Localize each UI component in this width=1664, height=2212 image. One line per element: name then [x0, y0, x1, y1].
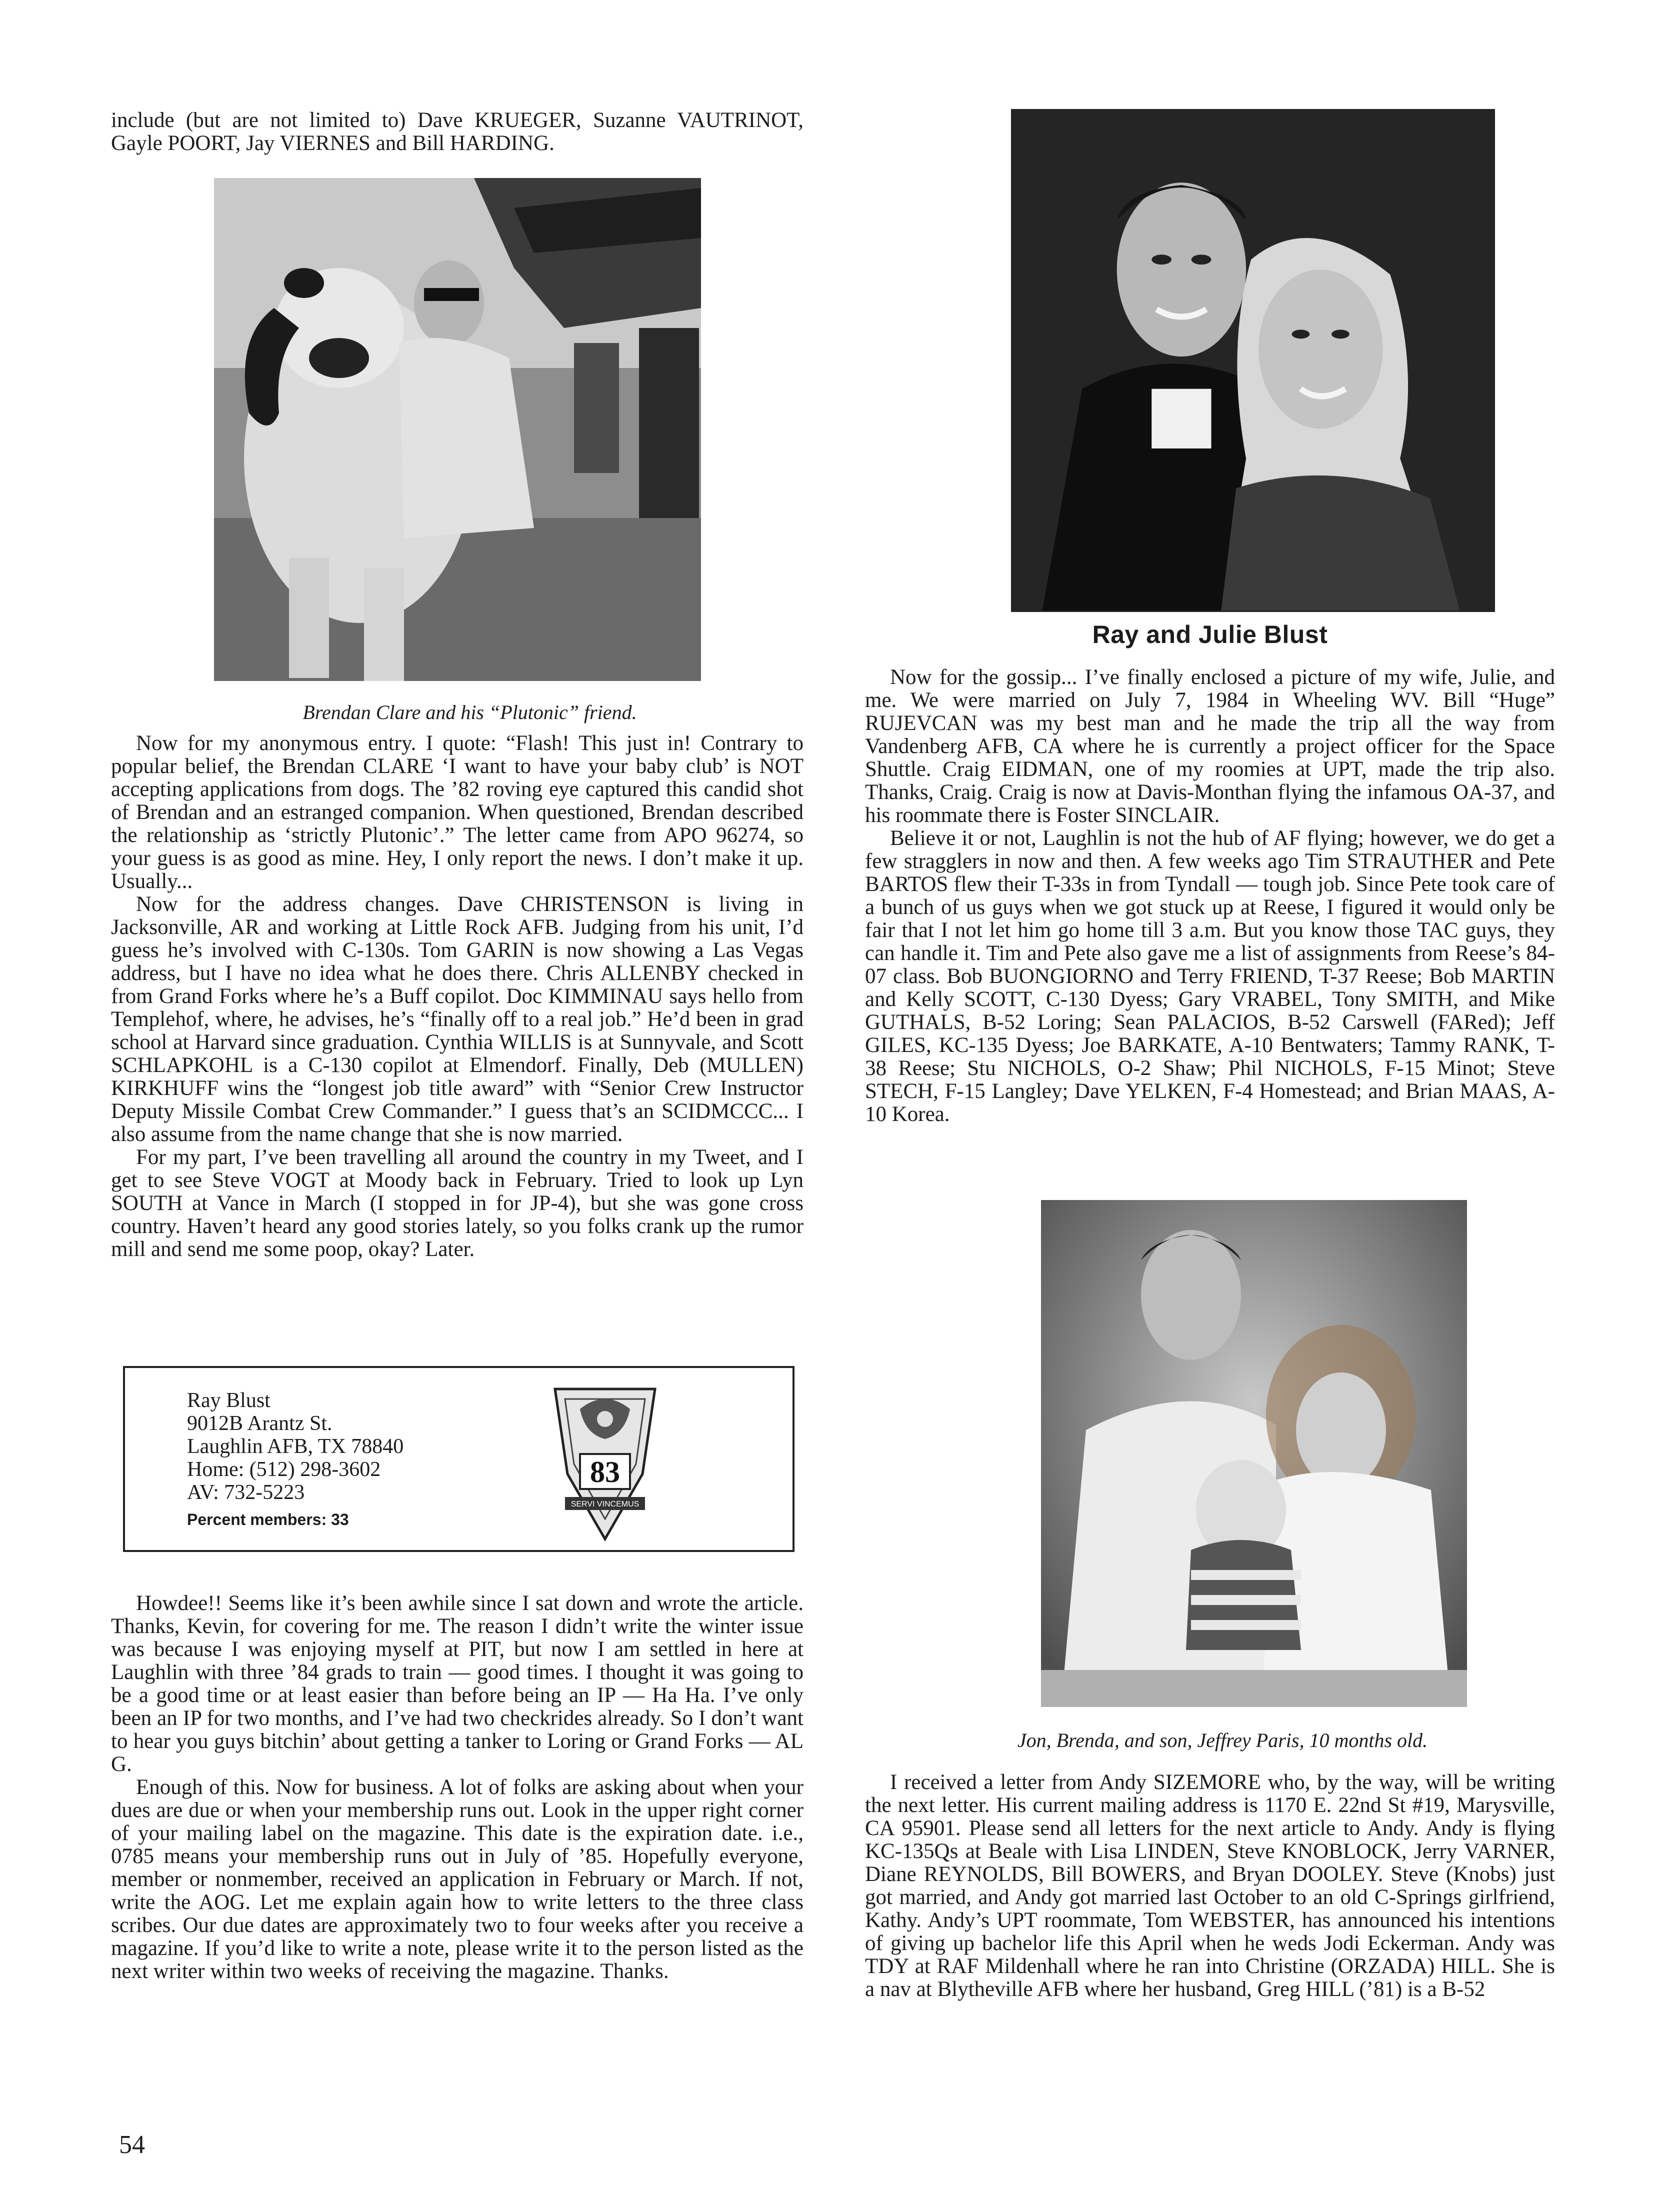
- right-caption-wrap: [865, 1729, 1555, 1752]
- address-box: [123, 1366, 794, 1552]
- left-column-body: [111, 732, 804, 1261]
- left-paragraph: Now for my anonymous entry. I quote: “Flash! This just in! Contrary to popular belief, the Brendan CLARE ‘I want to have your baby club’ is NOT accepting applications from dogs. The ’82 roving eye captured this candid shot of Brendan and an estranged companion. When questioned, Brendan described the relationship as ‘strictly Plutonic’.” The letter came from APO 96274, so your guess is as good as mine. Hey, I only report the news. I don’t make it up. Usually...: [111, 732, 804, 893]
- photo-caption-brendan: Brendan Clare and his “Plutonic” friend.: [302, 701, 637, 724]
- photo-heading-ray-julie: Ray and Julie Blust: [1092, 620, 1328, 648]
- address-home-phone: Home: (512) 298-3602: [187, 1458, 381, 1481]
- address-street: 9012B Arantz St.: [187, 1412, 332, 1435]
- photo-caption-jon-brenda: Jon, Brenda, and son, Jeffrey Paris, 10 months old.: [1017, 1729, 1428, 1752]
- address-av-phone: AV: 732-5223: [187, 1481, 305, 1504]
- percent-members: Percent members: 33: [187, 1510, 349, 1528]
- photo-jon-brenda-jeffrey: [1041, 1200, 1467, 1707]
- address-name: Ray Blust: [187, 1389, 270, 1412]
- photo-brendan-clare: [214, 178, 701, 681]
- intro-line: include (but are not limited to) Dave KRUEGER, Suzanne VAUTRINOT, Gayle POORT, Jay VIERNES and Bill HARDING.: [111, 108, 804, 155]
- left-column-bottom: [111, 1592, 804, 1983]
- right-paragraph: Now for the gossip... I’ve finally enclosed a picture of my wife, Julie, and me. We were married on July 7, 1984 in Wheeling WV. Bill “Huge” RUJEVCAN was my best man and he made the trip all the way from Vandenberg AFB, CA where he is currently a project officer for the Space Shuttle. Craig EIDMAN, one of my roomies at UPT, made the trip also. Thanks, Craig. Craig is now at Davis-Monthan flying the infamous OA-37, and his roommate there is Foster SINCLAIR.: [865, 666, 1555, 827]
- page-number: 54: [119, 2130, 145, 2159]
- address-lines: [187, 1389, 404, 1531]
- address-city: Laughlin AFB, TX 78840: [187, 1435, 404, 1458]
- crest-banner: SERVI VINCEMUS: [570, 1500, 640, 1508]
- left-paragraph: Howdee!! Seems like it’s been awhile since I sat down and wrote the article. Thanks, Kevin, for covering for me. The reason I didn’t write the winter issue was because I was enjoying myself at PIT, but now I am settled in here at Laughlin with three ’84 grads to train — good times. I thought it was going to be a good time or at least easier than before being an IP — Ha Ha. I’ve only been an IP for two months, and I’ve had two checkrides already. So I don’t want to hear you guys bitchin’ about getting a tanker to Loring or Grand Forks — AL G.: [111, 1592, 804, 1776]
- right-column-bottom: [865, 1771, 1555, 2001]
- crest-number: 83: [590, 1456, 620, 1488]
- right-column-top: [865, 666, 1555, 1126]
- left-paragraph: Enough of this. Now for business. A lot of folks are asking about when your dues are due or when your membership runs out. Look in the upper right corner of your mailing label on the magazine. This date is the expiration date. i.e., 0785 means your membership runs out in July of ’85. Hopefully everyone, member or nonmember, received an application in February or March. If not, write the AOG. Let me explain again how to write letters to the three class scribes. Our due dates are approximately two to four weeks after you receive a magazine. If you’d like to write a note, please write it to the person listed as the next writer within two weeks of receiving the magazine. Thanks.: [111, 1776, 804, 1983]
- class-crest-icon: [550, 1379, 660, 1549]
- photo-ray-and-julie: [1011, 109, 1495, 612]
- right-paragraph: Believe it or not, Laughlin is not the hub of AF flying; however, we do get a few stragglers in now and then. A few weeks ago Tim STRAUTHER and Pete BARTOS flew their T-33s in from Tyndall — tough job. Since Pete took care of a bunch of us guys when we got stuck up at Reese, I figured it would only be fair that I not let him go home till 3 a.m. But you know those TAC guys, they can handle it. Tim and Pete also gave me a list of assignments from Reese’s 84-07 class. Bob BUONGIORNO and Terry FRIEND, T-37 Reese; Bob MARTIN and Kelly SCOTT, C-130 Dyess; Gary VRABEL, Tony SMITH, and Mike GUTHALS, B-52 Loring; Sean PALACIOS, B-52 Carswell (FARed); Jeff GILES, KC-135 Dyess; Joe BARKATE, A-10 Bentwaters; Tammy RANK, T-38 Reese; Stu NICHOLS, O-2 Shaw; Phil NICHOLS, F-15 Minot; Steve STECH, F-15 Langley; Dave YELKEN, F-4 Homestead; and Brian MAAS, A-10 Korea.: [865, 826, 1555, 1126]
- left-caption-wrap: [111, 701, 804, 724]
- left-paragraph: Now for the address changes. Dave CHRISTENSON is living in Jacksonville, AR and working at Little Rock AFB. Judging from his unit, I’d guess he’s involved with C-130s. Tom GARIN is now showing a Las Vegas address, but I have no idea what he does there. Chris ALLENBY checked in from Grand Forks where he’s a Buff copilot. Doc KIMMINAU says hello from Templehof, where, he advises, he’s “finally off to a real job.” He’d been in grad school at Harvard since graduation. Cynthia WILLIS is at Sunnyvale, and Scott SCHLAPKOHL is a C-130 copilot at Elmendorf. Finally, Deb (MULLEN) KIRKHUFF wins the “longest job title award” with “Senior Crew Instructor Deputy Missile Combat Crew Commander.” I guess that’s an SCIDMCCC... I also assume from the name change that she is now married.: [111, 892, 804, 1146]
- left-column-top: [111, 109, 804, 155]
- left-paragraph: For my part, I’ve been travelling all around the country in my Tweet, and I get to see Steve VOGT at Moody back in February. Tried to look up Lyn SOUTH at Vance in March (I stopped in for JP-4), but she was gone cross country. Haven’t heard any good stories lately, so you folks crank up the rumor mill and send me some poop, okay? Later.: [111, 1146, 804, 1261]
- right-paragraph: I received a letter from Andy SIZEMORE who, by the way, will be writing the next letter. His current mailing address is 1170 E. 22nd St #19, Marysville, CA 95901. Please send all letters for the next article to Andy. Andy is flying KC-135Qs at Beale with Lisa LINDEN, Steve KNOBLOCK, Jerry VARNER, Diane REYNOLDS, Bill BOWERS, and Bryan DOOLEY. Steve (Knobs) just got married, and Andy got married last October to an old C-Springs girlfriend, Kathy. Andy’s UPT roommate, Tom WEBSTER, has announced his intentions of giving up bachelor life this April when he weds Jodi Eckerman. Andy was TDY at RAF Mildenhall where he ran into Christine (ORZADA) HILL. She is a nav at Blytheville AFB where her husband, Greg HILL (’81) is a B-52: [865, 1770, 1555, 2001]
